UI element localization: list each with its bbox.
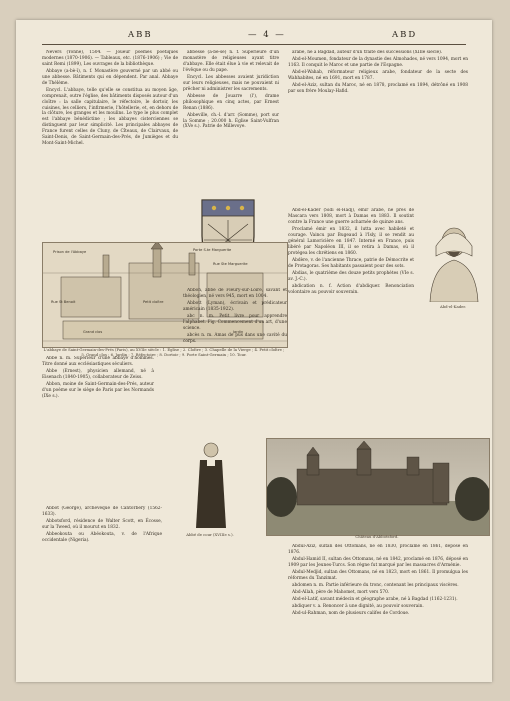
page-number: — 4 — — [248, 30, 286, 40]
column-middle-middle — [183, 288, 287, 436]
abbey-label-grand-clos: Grand clos — [83, 330, 103, 334]
abd-el-kader-portrait — [426, 216, 482, 302]
entry-text: Abbott (Lyman), écrivain et prédicateur américain (1835-1922). — [183, 301, 287, 312]
dictionary-page — [16, 20, 492, 682]
abbey-label-jardin: Jardin — [233, 330, 244, 334]
column-right-top — [288, 50, 468, 208]
column-middle-top — [183, 50, 279, 194]
entry-text: Abdul-Medjid, sultan des Ottomans, né en 1823, mort en 1861. Il promulgua les réformes du Tanzimat. — [288, 570, 468, 581]
kader-caption: Abd-el-Kader. — [439, 304, 466, 309]
entry-text: Abdère, v. de l'ancienne Thrace, patrie de Démocrite et de Protagoras. Ses habitants passaient pour des sots. — [288, 257, 414, 269]
entry-text: Abbon, moine de Saint-Germain-des-Prés, auteur d'un poème sur le siège de Paris par les Normands (IXe s.). — [42, 382, 154, 399]
abbey-label-porte: Porte S.te Marguerite — [193, 248, 232, 252]
entry-text: abdiquer v. a. Renoncer à une dignité, au pouvoir souverain. — [292, 604, 424, 610]
entry-text: Abd-el-Aziz, sultan du Maroc, né en 1878, proclamé en 1894, détrôné en 1908 par son frère Moulay-Hafid. — [288, 83, 468, 94]
header-right: ABD — [392, 30, 418, 40]
entry-text: Abd-el-Moumen, fondateur de la dynastie des Almohades, né vers 1094, mort en 1163. Il conquit le Maroc et une partie de l'Espagne. — [288, 57, 468, 68]
column-left-bottom — [42, 506, 162, 676]
entry-text: Abbe (Ernest), physicien allemand, né à Eisenach (1840-1905), collaborateur de Zeiss. — [42, 369, 154, 380]
entry-text: Abd-Allah, père de Mahomet, mort vers 570. — [292, 590, 390, 596]
entry-text: Abdul-Hamid II, sultan des Ottomans, né en 1842, proclamé en 1876, déposé en 1909 par les Jeunes-Turcs. Son règne fut marqué par les massacres d'Arménie. — [288, 557, 468, 568]
abbotsford-caption: Château d'Abbotsford. — [355, 534, 399, 539]
abbey-caption: L'abbaye de Saint-Germain-des-Prés (Paris), au XVIIe siècle : 1. Église ; 2. Cloître ; 3. Chapelle de la Vierge ; 4. Petit cloître ; 5. Grand clos ; 6. Jardin ; 7. Réfectoire ; 8. Dortoir ; 9. Porte Saint-Germain ; 10. Tour. — [43, 347, 285, 357]
header-left: ABB — [128, 30, 153, 40]
entry-text: Nevers (Yonne), 1504. — Joueur poèmes poétiques modernes (1870-1906). — Tableaux, etc. (1876-1906) ; Vie de saint Remi (1899), Les ouvrages de la bibliothèque. — [42, 50, 178, 67]
entry-text: Abbé n. m. Supérieur d'une abbaye d'hommes. Titre donné aux ecclésiastiques séculiers. — [42, 356, 154, 367]
entry-text: abbesse (a-bè-se) n. f. Supérieure d'un monastère de religieuses ayant titre d'abbaye. Elle était élue à vie et relevait de l'évêque ou du pape. — [183, 50, 279, 73]
column-right-bottom — [288, 544, 468, 674]
abbe-figure-illustration — [188, 438, 234, 532]
entry-text: Abbaye (a-bè-ï), n. f. Monastère gouverné par un abbé ou une abbesse. Bâtiments qui en dépendent. Par anal. Abbaye de Thélème. — [42, 68, 178, 86]
abbey-label-petit-cloitre: Petit cloître — [143, 300, 164, 304]
entry-text: Encycl. L'abbaye, telle qu'elle se constitua au moyen âge, comprenait, outre l'église, des bâtiments disposés autour d'un cloître : la salle capitulaire, le réfectoire, le dortoir, les cuisines, les celliers, l'infirmerie, l'hôtellerie, et, en dehors de la clôture, les granges et les moulins. Le type le plus complet est l'abbaye bénédictine ; les abbayes cisterciennes se distinguent par leur simplicité. Les principales abbayes de France furent celles de Cluny, de Cîteaux, de Clairvaux, de Saint-Denis, de Saint-Germain-des-Prés, de Jumièges et du Mont-Saint-Michel. — [42, 87, 178, 146]
entry-text: Abbeokouta ou Abéokouta, v. de l'Afrique occidentale (Nigeria). — [42, 532, 162, 543]
entry-text: Abd-el-Latif, savant médecin et géographe arabe, né à Bagdad (1162-1231). — [292, 597, 458, 603]
abbey-label-rue-marguerite: Rue Ste Marguerite — [213, 262, 248, 266]
entry-text: Proclamé émir en 1832, il lutta avec habileté et courage. Vaincu par Bugeaud à l'Isly, il se rendit au général Lamoricière en 1847. Interné en France, puis libéré par Napoléon III, il se retira à Damas, où il protégea les chrétiens en 1860. — [288, 226, 414, 256]
entry-text: abcès n. m. Amas de pus dans une cavité du corps. — [183, 332, 287, 344]
entry-text: Abbesse de Jouarre (l'), drame philosophique en cinq actes, par Ernest Renan (1886). — [183, 93, 279, 111]
entry-text: Abdias, le quatrième des douze petits prophètes (VIe s. av. J.-C.). — [288, 270, 414, 282]
entry-text: abdomen n. m. Partie inférieure du tronc, contenant les principaux viscères. — [292, 583, 459, 588]
entry-text: Abbon, abbé de Fleury-sur-Loire, savant et théologien, né vers 945, mort en 1004. — [183, 288, 287, 299]
column-left-middle — [42, 356, 154, 506]
entry-text: Abd-ul-Rahman, nom de plusieurs califes de Cordoue. — [292, 611, 410, 617]
entry-text: Encycl. Les abbesses avaient juridiction sur leurs religieuses, mais ne pouvaient ni prêcher ni administrer les sacrements. — [183, 74, 279, 92]
column-left-top — [42, 50, 178, 240]
header-rule — [42, 44, 466, 45]
entry-text: Abdul-Aziz, sultan des Ottomans, né en 1830, proclamé en 1861, déposé en 1876. — [288, 544, 468, 555]
entry-text: Abbotsford, résidence de Walter Scott, en Écosse, sur la Tweed, où il mourut en 1832. — [42, 519, 162, 530]
abbey-label-prison: Prison de l'Abbaye — [53, 250, 87, 254]
entry-text: Abbeville, ch.-l. d'arr. (Somme), port sur la Somme ; 20.000 h. Église Saint-Vulfran (XVe s.). Patrie de Millevoye. — [183, 112, 279, 130]
abbe-caption: Abbé de cour (XVIIIe s.). — [186, 532, 234, 537]
entry-text: abdication n. f. Action d'abdiquer. Renonciation volontaire au pouvoir souverain. — [288, 283, 414, 295]
entry-text: Abd-el-Wahab, réformateur religieux arabe, fondateur de la secte des Wahhabites, né en 1691, mort en 1787. — [288, 70, 468, 81]
entry-text: Abbot (George), archevêque de Cantorbéry (1562-1633). — [42, 506, 162, 517]
entry-text: abc n. m. Petit livre pour apprendre l'alphabet. Fig. Commencement d'un art, d'une science. — [183, 314, 287, 331]
abbey-label-rue-benoit: Rue St Benoit — [51, 300, 76, 304]
abbotsford-illustration — [266, 438, 490, 536]
entry-text: Abd-el-Kader (Sidi el-Hadj), émir arabe, né près de Mascara vers 1808, mort à Damas en 1883. Il soutint contre la France une guerre acharnée de quinze ans. — [288, 208, 414, 225]
entry-text: arabe, né à Bagdad, auteur d'un traité des successions (XIIIe siècle). — [292, 50, 443, 55]
